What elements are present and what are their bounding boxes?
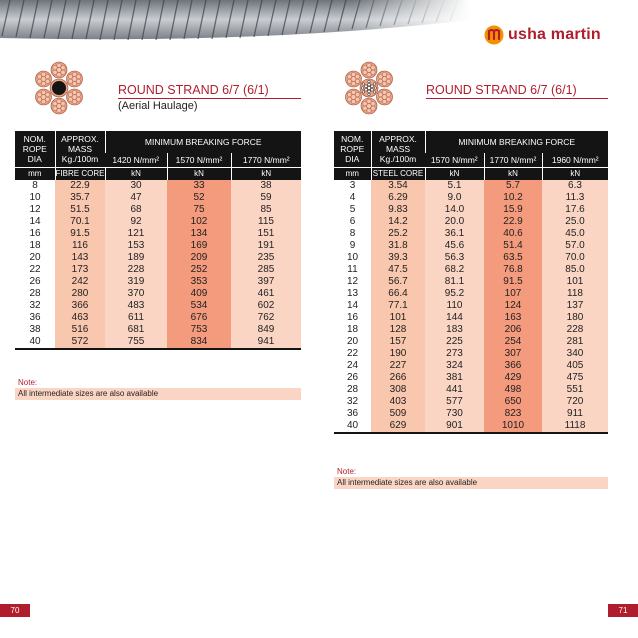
table-cell: 14 [334, 300, 371, 312]
table-cell: 190 [371, 348, 425, 360]
table-row [334, 276, 608, 288]
table-cell: 10 [15, 192, 55, 204]
header-approx-mass: APPROX. MASS Kg./100m [55, 131, 105, 167]
table-cell: 650 [484, 396, 542, 408]
left-table-subtitle: (Aerial Haulage) [118, 100, 198, 112]
table-cell: 319 [105, 276, 167, 288]
table-cell: 25.2 [371, 228, 425, 240]
left-title-rule [118, 98, 301, 99]
table-cell: 1010 [484, 420, 542, 433]
note-text: All intermediate sizes are also available [334, 477, 608, 489]
table-cell: 180 [542, 312, 608, 324]
table-cell: 14.0 [425, 204, 484, 216]
table-cell: 30 [105, 180, 167, 192]
table-cell: 6 [334, 216, 371, 228]
table-cell: 56.7 [371, 276, 425, 288]
table-cell: 118 [542, 288, 608, 300]
table-cell: 26 [15, 276, 55, 288]
table-cell: 577 [425, 396, 484, 408]
table-cell: 31.8 [371, 240, 425, 252]
header-minimum-breaking-force: MINIMUM BREAKING FORCE [105, 131, 301, 153]
unit-cell: kN [425, 167, 484, 180]
header-approx-mass: APPROX. MASS Kg./100m [371, 131, 425, 167]
table-cell: 8 [15, 180, 55, 192]
table-row [15, 312, 301, 324]
table-cell: 121 [105, 228, 167, 240]
table-row [334, 252, 608, 264]
table-cell: 173 [55, 264, 105, 276]
table-cell: 22 [15, 264, 55, 276]
table-cell: 51.4 [484, 240, 542, 252]
table-row [334, 180, 608, 192]
page-number-right: 71 [608, 604, 638, 617]
table-cell: 110 [425, 300, 484, 312]
table-cell: 169 [167, 240, 231, 252]
table-cell: 22 [334, 348, 371, 360]
table-cell: 5.1 [425, 180, 484, 192]
table-cell: 24 [334, 360, 371, 372]
header-grade: 1420 N/mm² [105, 153, 167, 167]
table-row [15, 192, 301, 204]
table-row [15, 276, 301, 288]
table-cell: 163 [484, 312, 542, 324]
table-cell: 144 [425, 312, 484, 324]
table-row [334, 192, 608, 204]
table-row [15, 240, 301, 252]
table-cell: 32 [15, 300, 55, 312]
table-cell: 36.1 [425, 228, 484, 240]
table-cell: 366 [484, 360, 542, 372]
table-cell: 681 [105, 324, 167, 336]
table-cell: 25.0 [542, 216, 608, 228]
table-row [334, 240, 608, 252]
brand-header [484, 24, 601, 46]
table-cell: 551 [542, 384, 608, 396]
table-cell: 56.3 [425, 252, 484, 264]
table-cell: 14 [15, 216, 55, 228]
table-cell: 18 [15, 240, 55, 252]
table-cell: 75 [167, 204, 231, 216]
table-cell: 227 [371, 360, 425, 372]
brand-name: usha martin [508, 26, 601, 43]
table-cell: 307 [484, 348, 542, 360]
table-cell: 59 [231, 192, 301, 204]
table-cell: 91.5 [484, 276, 542, 288]
table-cell: 403 [371, 396, 425, 408]
table-cell: 9 [334, 240, 371, 252]
table-cell: 40 [15, 336, 55, 349]
table-cell: 40 [334, 420, 371, 433]
table-cell: 225 [425, 336, 484, 348]
table-cell: 228 [542, 324, 608, 336]
table-row [15, 300, 301, 312]
unit-cell: FIBRE CORE [55, 167, 105, 180]
table-cell: 397 [231, 276, 301, 288]
header-grade: 1770 N/mm² [231, 153, 301, 167]
table-row [15, 216, 301, 228]
note-label: Note: [18, 378, 38, 387]
note-text: All intermediate sizes are also available [15, 388, 301, 400]
table-row [334, 216, 608, 228]
table-cell: 92 [105, 216, 167, 228]
table-cell: 36 [15, 312, 55, 324]
table-cell: 516 [55, 324, 105, 336]
table-cell: 68.2 [425, 264, 484, 276]
table-row [334, 288, 608, 300]
table-cell: 16 [15, 228, 55, 240]
table-row [334, 300, 608, 312]
table-cell: 52 [167, 192, 231, 204]
table-cell: 483 [105, 300, 167, 312]
table-cell: 381 [425, 372, 484, 384]
table-cell: 324 [425, 360, 484, 372]
table-row [15, 336, 301, 349]
right-table-body [334, 180, 608, 433]
table-cell: 137 [542, 300, 608, 312]
table-cell: 22.9 [55, 180, 105, 192]
table-cell: 81.1 [425, 276, 484, 288]
table-cell: 18 [334, 324, 371, 336]
table-cell: 12 [15, 204, 55, 216]
unit-cell: kN [542, 167, 608, 180]
table-cell: 95.2 [425, 288, 484, 300]
right-title-rule [426, 98, 608, 99]
left-note [15, 377, 301, 400]
header-nom-rope-dia: NOM. ROPE DIA [334, 131, 371, 167]
table-cell: 128 [371, 324, 425, 336]
table-cell: 17.6 [542, 204, 608, 216]
table-cell: 611 [105, 312, 167, 324]
table-cell: 405 [542, 360, 608, 372]
table-cell: 252 [167, 264, 231, 276]
unit-cell: mm [15, 167, 55, 180]
page-number-left: 70 [0, 604, 30, 617]
table-cell: 273 [425, 348, 484, 360]
table-cell: 76.8 [484, 264, 542, 276]
table-cell: 730 [425, 408, 484, 420]
table-row [334, 204, 608, 216]
right-note [334, 466, 608, 489]
table-cell: 475 [542, 372, 608, 384]
table-cell: 340 [542, 348, 608, 360]
right-table-title: ROUND STRAND 6/7 (6/1) [426, 83, 577, 97]
table-row [15, 324, 301, 336]
unit-cell: STEEL CORE [371, 167, 425, 180]
left-table-body [15, 180, 301, 349]
table-cell: 101 [371, 312, 425, 324]
table-cell: 157 [371, 336, 425, 348]
table-row [15, 204, 301, 216]
table-cell: 45.6 [425, 240, 484, 252]
table-cell: 85 [231, 204, 301, 216]
table-cell: 461 [231, 288, 301, 300]
table-cell: 4 [334, 192, 371, 204]
table-row [334, 384, 608, 396]
table-cell: 429 [484, 372, 542, 384]
left-table-title: ROUND STRAND 6/7 (6/1) [118, 83, 269, 97]
table-cell: 15.9 [484, 204, 542, 216]
table-cell: 10 [334, 252, 371, 264]
table-cell: 720 [542, 396, 608, 408]
unit-cell: kN [105, 167, 167, 180]
table-cell: 68 [105, 204, 167, 216]
table-cell: 20 [15, 252, 55, 264]
table-cell: 91.5 [55, 228, 105, 240]
table-cell: 6.3 [542, 180, 608, 192]
table-cell: 11.3 [542, 192, 608, 204]
table-cell: 47 [105, 192, 167, 204]
table-cell: 228 [105, 264, 167, 276]
strand-cross-section-fibre-core-icon [28, 57, 90, 119]
table-cell: 676 [167, 312, 231, 324]
strand-cross-section-steel-core-icon [338, 57, 400, 119]
right-breaking-force-table [334, 131, 608, 434]
table-cell: 823 [484, 408, 542, 420]
table-cell: 834 [167, 336, 231, 349]
table-row [334, 348, 608, 360]
table-row [334, 228, 608, 240]
table-cell: 63.5 [484, 252, 542, 264]
table-cell: 32 [334, 396, 371, 408]
table-cell: 124 [484, 300, 542, 312]
table-cell: 13 [334, 288, 371, 300]
table-cell: 183 [425, 324, 484, 336]
table-cell: 266 [371, 372, 425, 384]
table-cell: 77.1 [371, 300, 425, 312]
table-row [15, 264, 301, 276]
table-cell: 254 [484, 336, 542, 348]
table-cell: 409 [167, 288, 231, 300]
table-cell: 941 [231, 336, 301, 349]
table-row [334, 408, 608, 420]
table-cell: 40.6 [484, 228, 542, 240]
table-cell: 281 [542, 336, 608, 348]
table-cell: 70.0 [542, 252, 608, 264]
table-cell: 14.2 [371, 216, 425, 228]
table-cell: 38 [15, 324, 55, 336]
table-row [334, 420, 608, 433]
table-cell: 3 [334, 180, 371, 192]
table-cell: 20 [334, 336, 371, 348]
table-row [15, 288, 301, 300]
table-cell: 441 [425, 384, 484, 396]
table-cell: 9.83 [371, 204, 425, 216]
header-minimum-breaking-force: MINIMUM BREAKING FORCE [425, 131, 608, 153]
table-cell: 280 [55, 288, 105, 300]
table-cell: 33 [167, 180, 231, 192]
table-cell: 47.5 [371, 264, 425, 276]
table-cell: 8 [334, 228, 371, 240]
table-row [15, 252, 301, 264]
table-cell: 370 [105, 288, 167, 300]
table-cell: 911 [542, 408, 608, 420]
table-cell: 5 [334, 204, 371, 216]
table-cell: 206 [484, 324, 542, 336]
table-cell: 39.3 [371, 252, 425, 264]
table-cell: 101 [542, 276, 608, 288]
header-nom-rope-dia: NOM. ROPE DIA [15, 131, 55, 167]
table-cell: 366 [55, 300, 105, 312]
table-cell: 629 [371, 420, 425, 433]
table-cell: 28 [334, 384, 371, 396]
table-cell: 36 [334, 408, 371, 420]
table-cell: 353 [167, 276, 231, 288]
table-cell: 26 [334, 372, 371, 384]
table-cell: 3.54 [371, 180, 425, 192]
table-row [334, 396, 608, 408]
table-cell: 753 [167, 324, 231, 336]
table-cell: 143 [55, 252, 105, 264]
table-cell: 509 [371, 408, 425, 420]
table-row [334, 312, 608, 324]
usha-martin-logo-icon [484, 25, 504, 45]
header-grade: 1770 N/mm² [484, 153, 542, 167]
table-cell: 107 [484, 288, 542, 300]
note-label: Note: [337, 467, 357, 476]
table-row [334, 372, 608, 384]
table-cell: 242 [55, 276, 105, 288]
table-row [334, 264, 608, 276]
table-row [334, 360, 608, 372]
table-cell: 901 [425, 420, 484, 433]
table-cell: 102 [167, 216, 231, 228]
table-cell: 235 [231, 252, 301, 264]
table-cell: 534 [167, 300, 231, 312]
header-grade: 1960 N/mm² [542, 153, 608, 167]
table-cell: 10.2 [484, 192, 542, 204]
table-cell: 51.5 [55, 204, 105, 216]
unit-cell: kN [167, 167, 231, 180]
table-row [15, 180, 301, 192]
table-cell: 308 [371, 384, 425, 396]
header-grade: 1570 N/mm² [167, 153, 231, 167]
table-cell: 602 [231, 300, 301, 312]
table-cell: 38 [231, 180, 301, 192]
table-row [334, 324, 608, 336]
left-breaking-force-table [15, 131, 301, 350]
table-cell: 285 [231, 264, 301, 276]
table-cell: 9.0 [425, 192, 484, 204]
table-cell: 28 [15, 288, 55, 300]
table-cell: 70.1 [55, 216, 105, 228]
table-cell: 849 [231, 324, 301, 336]
unit-cell: kN [484, 167, 542, 180]
table-cell: 572 [55, 336, 105, 349]
table-cell: 191 [231, 240, 301, 252]
table-cell: 11 [334, 264, 371, 276]
table-cell: 153 [105, 240, 167, 252]
table-cell: 116 [55, 240, 105, 252]
rope-banner-image [0, 0, 470, 60]
table-cell: 209 [167, 252, 231, 264]
table-cell: 189 [105, 252, 167, 264]
table-cell: 151 [231, 228, 301, 240]
table-cell: 35.7 [55, 192, 105, 204]
table-cell: 22.9 [484, 216, 542, 228]
table-cell: 12 [334, 276, 371, 288]
table-cell: 762 [231, 312, 301, 324]
table-row [334, 336, 608, 348]
table-cell: 498 [484, 384, 542, 396]
table-cell: 16 [334, 312, 371, 324]
unit-cell: kN [231, 167, 301, 180]
table-cell: 115 [231, 216, 301, 228]
table-cell: 20.0 [425, 216, 484, 228]
table-cell: 463 [55, 312, 105, 324]
table-cell: 45.0 [542, 228, 608, 240]
table-cell: 6.29 [371, 192, 425, 204]
table-cell: 66.4 [371, 288, 425, 300]
table-cell: 755 [105, 336, 167, 349]
table-cell: 85.0 [542, 264, 608, 276]
table-cell: 5.7 [484, 180, 542, 192]
header-grade: 1570 N/mm² [425, 153, 484, 167]
unit-cell: mm [334, 167, 371, 180]
table-row [15, 228, 301, 240]
table-cell: 1118 [542, 420, 608, 433]
table-cell: 57.0 [542, 240, 608, 252]
table-cell: 134 [167, 228, 231, 240]
